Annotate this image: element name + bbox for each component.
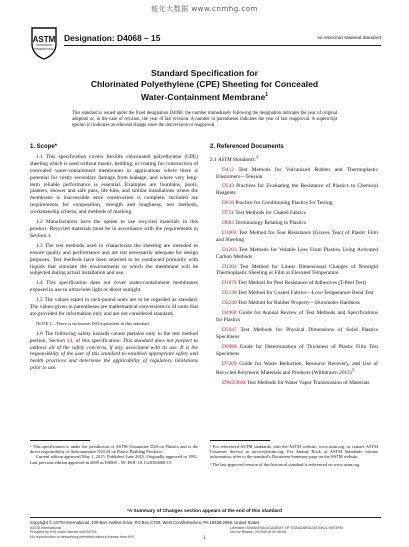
reference-item: [210, 183, 378, 197]
designation: Designation: D4068 – 15: [64, 33, 161, 43]
reference-item: [210, 300, 378, 307]
paragraph-1-5: 1.5 The values stated in inch-pound units are to be regarded as standard. The values given in parentheses are mathematical conversions to SI units that are provided for information only and are not considered standard.: [30, 297, 198, 317]
section-link[interactable]: 4: [47, 232, 51, 239]
paragraph-1-6: [30, 331, 198, 372]
paragraph-1-2-end: .: [50, 232, 52, 239]
copyright: Copyright © ASTM International, 100 Barr Harbor Drive, PO Box C700, West Conshohocken, PA 19428-2959. United States: [30, 520, 260, 525]
reference-link[interactable]: D883: [222, 220, 234, 227]
reference-item: [210, 344, 378, 358]
reference-title: Test Method for Linear Dimensional Changes of Nonrigid Thermoplastic Sheeting or Film at Elevated Temperature: [216, 263, 378, 277]
footnote-mark: 2: [256, 153, 259, 159]
reference-link[interactable]: D6988: [222, 343, 237, 350]
title-line-3-text: Water-Containment Membrane: [140, 91, 266, 102]
national-standard-label: An American National Standard: [316, 35, 381, 40]
watermark: 能化大数据 www.cnmhg.com: [151, 5, 258, 13]
paragraph-1-4: 1.4 This specification does not cover water-containment membranes exposed in use to ultraviolet light or direct sunlight.: [30, 280, 198, 294]
section-heading-references: 2. Referenced Documents: [210, 144, 284, 150]
footer-left-line-3: No reproduction or networking permitted without license from IHS: [30, 534, 134, 539]
subhead-text: ASTM Standards:: [218, 156, 257, 163]
references-subheading: [210, 154, 378, 164]
footnote-1-edition: Current edition approved May 1, 2015. Published June 2015. Originally approved in 1981. Last previous edition approved in 2009 as D4068 – 09. DOI: 10.1520/D4068-15.: [30, 454, 198, 465]
reference-item: [210, 361, 378, 378]
left-column: [30, 144, 198, 375]
title-footnote-mark: 1: [265, 92, 269, 98]
paragraph-1-2: [30, 219, 198, 240]
reference-item: [210, 167, 378, 181]
footer-rule: [30, 517, 381, 518]
reference-item: [210, 310, 378, 324]
reference-title: Test Method for Peel Resistance of Adhesives (T-Peel Test): [237, 280, 366, 287]
paragraph-1-2-text: 1.2 Manufacturers have the option to use recycled materials in this product. Recycled materials must be in accordance with the requirements in Section: [30, 219, 198, 239]
subhead-number: 2.1: [210, 156, 217, 163]
reference-title: Test Methods for Coated Fabrics: [235, 210, 306, 217]
footnote-1: ¹ This specification is under the jurisdiction of ASTM Committee D20 on Plastics and is the direct responsibility of Subcommittee D20.24 on Plastic Building Products.: [30, 444, 198, 455]
reference-item: [210, 264, 378, 278]
reference-title: Test Method for Tear Resistance (Graves Tear) of Plastic Film and Sheeting: [216, 229, 378, 243]
section-link[interactable]: 14: [66, 337, 73, 344]
reference-title: Guide for Determination of Thickness of Plastic Film Test Specimens: [216, 343, 379, 357]
svg-text:INTERNATIONAL: INTERNATIONAL: [34, 48, 54, 51]
right-column: [210, 144, 378, 390]
reference-title: Test Methods for Water Vapor Transmission of Materials: [246, 380, 370, 387]
document-title: [0, 68, 409, 103]
paragraph-1-6-text: 1.6 The following safety hazards caveat pertains only to the test method portion, Section: [30, 330, 198, 344]
reference-item: [210, 220, 378, 227]
reference-item: [210, 230, 378, 244]
reference-item: [210, 280, 378, 287]
reference-link[interactable]: D1004: [222, 229, 237, 236]
footer-right-line-1: Licensee=SHANGHAI ACADEMY OF STANDARDIZATION & INFORM: [230, 526, 343, 530]
reference-link[interactable]: D1204: [222, 263, 237, 270]
reference-title: Test Method for Coated Fabrics—Low-Temperature Bend Test: [237, 290, 374, 297]
reference-link[interactable]: D1203: [222, 246, 237, 253]
title-line-3: [0, 90, 409, 103]
reference-title: Guide for Annual Review of Test Methods and Specifications for Plastics: [216, 310, 378, 324]
reference-link[interactable]: D2136: [222, 290, 237, 297]
reference-title: Guide for Waste Reduction, Resource Recovery, and Use of Recycled Polymeric Materials and Products (Withdrawn 2015): [216, 360, 378, 377]
footnotes-left: [30, 444, 198, 465]
reference-link[interactable]: D5947: [222, 326, 237, 333]
paragraph-1-3: 1.3 The test methods used to characterize the sheeting are intended to ensure quality and performance and are not necessarily adequate for design purposes. Test methods have been selected to be conducted primarily with liquids that simulate the environments to which the membrane will be subjected during actual installation and use.: [30, 242, 198, 277]
reference-link[interactable]: E96/E96M: [222, 380, 246, 387]
reference-item: [210, 290, 378, 297]
paragraph-1-6-mid: , of this specification:: [72, 337, 121, 344]
footer-left-line-2: Provided by IHS under license with ASTM: [30, 530, 97, 535]
reference-item: [210, 247, 378, 261]
reference-item: [210, 210, 378, 217]
reference-link[interactable]: D412: [222, 166, 234, 173]
footnote-mark: 3: [351, 367, 354, 373]
reference-title: Practices for Evaluating the Resistance of Plastics to Chemical Reagents: [216, 183, 378, 197]
astm-logo: [30, 26, 58, 60]
issuance-note: This standard is issued under the fixed designation D4068; the number immediately following the designation indicates the year of original adoption or, in the case of revision, the year of last revision. A number in parentheses indicates the year of last reapproval. A superscript epsilon (ε) indicates an editorial change since the last revision or reapproval.: [72, 111, 337, 128]
reference-title: Test Methods for Vulcanized Rubber and Thermoplastic Elastomers—Tension: [216, 166, 378, 180]
reference-item: [210, 380, 378, 387]
safety-caveat: This standard does not purport to address all of the safety concerns, if any, associated with its use. It is the responsibility of the user of this standard to establish appropriate safety and health practices and determine the applicability of regulatory limitations prior to use.: [30, 337, 198, 372]
title-line-1: Standard Specification for: [151, 68, 258, 78]
footer-right-line-2: Not for Resale, 2015/6/18 02:48:56: [230, 530, 286, 535]
reference-item: [210, 200, 378, 207]
reference-link[interactable]: D2240: [222, 300, 237, 307]
paragraph-1-1: 1.1 This specification covers flexible chlorinated polyethylene (CPE) sheeting which is used without mastic, bedding, or coating for construction of concealed water-containment membranes in applications where there is potential for costly secondary damage from leakage, and where very long-term reliable performance is essential. Examples are fountains, pools, planters, shower and safe pans, tile tubs, and similar installations where the membrane is inaccessible once construction is complete. Included are requirements for composition, strength and toughness, test methods, workmanship criteria, and methods of marking.: [30, 153, 198, 216]
reference-link[interactable]: D4968: [222, 310, 237, 317]
section-heading-scope: 1. Scope*: [30, 144, 58, 150]
footnote-separator: [210, 440, 270, 441]
reference-link[interactable]: D1876: [222, 280, 237, 287]
footnote-separator: [30, 440, 90, 441]
footer-right: [230, 526, 343, 535]
footnote-3: ³ The last approved version of this historical standard is referenced on www.astm.org.: [210, 461, 361, 467]
page-number: 1: [203, 536, 206, 541]
reference-link[interactable]: D7209: [222, 360, 237, 367]
note-1: NOTE 1—There is no known ISO equivalent to this standard.: [36, 320, 150, 326]
reference-list: [210, 167, 378, 387]
summary-of-changes-note: *A Summary of Changes section appears at the end of this standard: [127, 509, 282, 514]
reference-title: Test Methods for Volatile Loss From Plastics Using Activated Carbon Methods: [216, 246, 378, 260]
reference-item: [210, 327, 378, 341]
footnote-2: ² For referenced ASTM standards, visit the ASTM website, www.astm.org, or contact ASTM Customer Service at service@astm.org. For Annual Book of ASTM Standards volume information, refer to the standard's Document Summary page on the ASTM website.: [210, 444, 378, 460]
header-rule: [64, 45, 381, 46]
footer-left-line-1: ASTM International: [30, 526, 61, 530]
title-line-2: Chlorinated Polyethylene (CPE) Sheeting for Concealed: [90, 79, 319, 89]
reference-title: Terminology Relating to Plastics: [235, 220, 306, 227]
reference-title: Practice for Conditioning Plastics for Testing: [235, 200, 333, 207]
reference-link[interactable]: D543: [222, 183, 234, 190]
reference-title: Test Methods for Physical Dimensions of Solid Plastics Specimens: [216, 326, 378, 340]
reference-title: Test Method for Rubber Property—Durometer Hardness: [237, 300, 360, 307]
footnotes-right: [210, 444, 378, 467]
reference-link[interactable]: D618: [222, 200, 234, 207]
svg-text:ASTM: ASTM: [32, 35, 56, 44]
reference-link[interactable]: D751: [222, 210, 234, 217]
